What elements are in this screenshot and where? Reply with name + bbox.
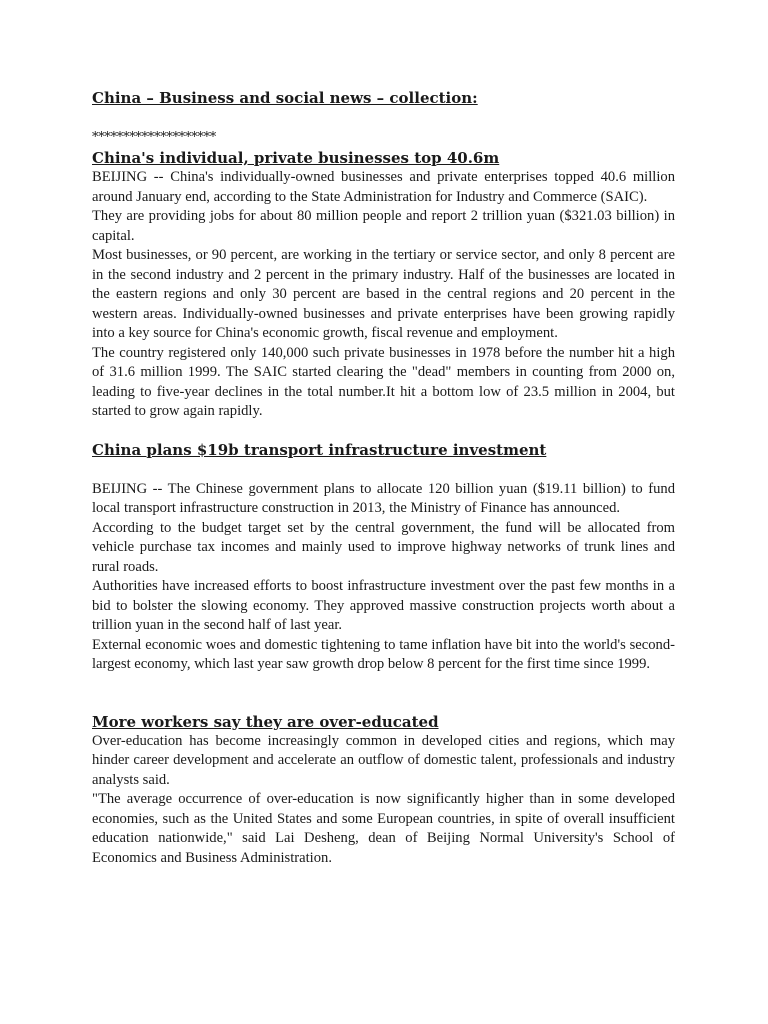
separator: ******************** — [92, 130, 217, 145]
document-page — [92, 88, 675, 868]
spacer — [92, 675, 675, 712]
document-title: China – Business and social news – collection: — [92, 89, 478, 107]
article-paragraph: "The average occurrence of over-education is now significantly higher than in some developed economies, such as the United States and some European countries, in spite of overall insufficient education nationwide," said Lai Desheng, dean of Beijing Normal University's School of Economics and Business Administration. — [92, 791, 675, 866]
article-over-educated — [92, 712, 675, 869]
article-paragraph: BEIJING -- China's individually-owned businesses and private enterprises topped 40.6 million around January end, according to the State Administration for Industry and Commerce (SAIC). — [92, 169, 675, 205]
article-paragraph: According to the budget target set by the central government, the fund will be allocated from vehicle purchase tax incomes and mainly used to improve highway networks of trunk lines and rural roads. — [92, 519, 675, 575]
article-paragraph: Over-education has become increasingly common in developed cities and regions, which may hinder career development and accelerate an outflow of domestic talent, professionals and industry analysts said. — [92, 732, 675, 788]
spacer — [92, 460, 675, 480]
article-transport-investment — [92, 440, 675, 675]
article-paragraph: Most businesses, or 90 percent, are working in the tertiary or service sector, and only 8 percent are in the second industry and 2 percent in the primary industry. Half of the businesses are located in the eastern regions and only 30 percent are based in the central regions and 20 percent in the western areas. Individually-owned businesses and private enterprises have been growing rapidly into a key source for China's economic growth, fiscal revenue and employment. — [92, 247, 675, 341]
article-private-businesses — [92, 148, 675, 422]
article-paragraph: BEIJING -- The Chinese government plans to allocate 120 billion yuan ($19.11 billion) to fund local transport infrastructure construction in 2013, the Ministry of Finance has announced. — [92, 480, 675, 516]
article-paragraph: The country registered only 140,000 such private businesses in 1978 before the number hit a high of 31.6 million 1999. The SAIC started clearing the "dead" members in counting from 2000 on, leading to five-year declines in the total number.It hit a bottom low of 23.5 million in 2004, but started to grow again rapidly. — [92, 344, 675, 419]
spacer — [92, 422, 675, 440]
article-paragraph: They are providing jobs for about 80 million people and report 2 trillion yuan ($321.03 billion) in capital. — [92, 208, 675, 244]
article-paragraph: External economic woes and domestic tightening to tame inflation have bit into the world's second-largest economy, which last year saw growth drop below 8 percent for the first time since 1999. — [92, 636, 675, 672]
article-headline: More workers say they are over-educated — [92, 712, 439, 731]
article-headline: China's individual, private businesses top 40.6m — [92, 149, 500, 167]
article-headline: China plans $19b transport infrastructure investment — [92, 440, 547, 459]
article-paragraph: Authorities have increased efforts to boost infrastructure investment over the past few months in a bid to bolster the slowing economy. They approved massive construction projects worth about a trillion yuan in the second half of last year. — [92, 578, 675, 633]
